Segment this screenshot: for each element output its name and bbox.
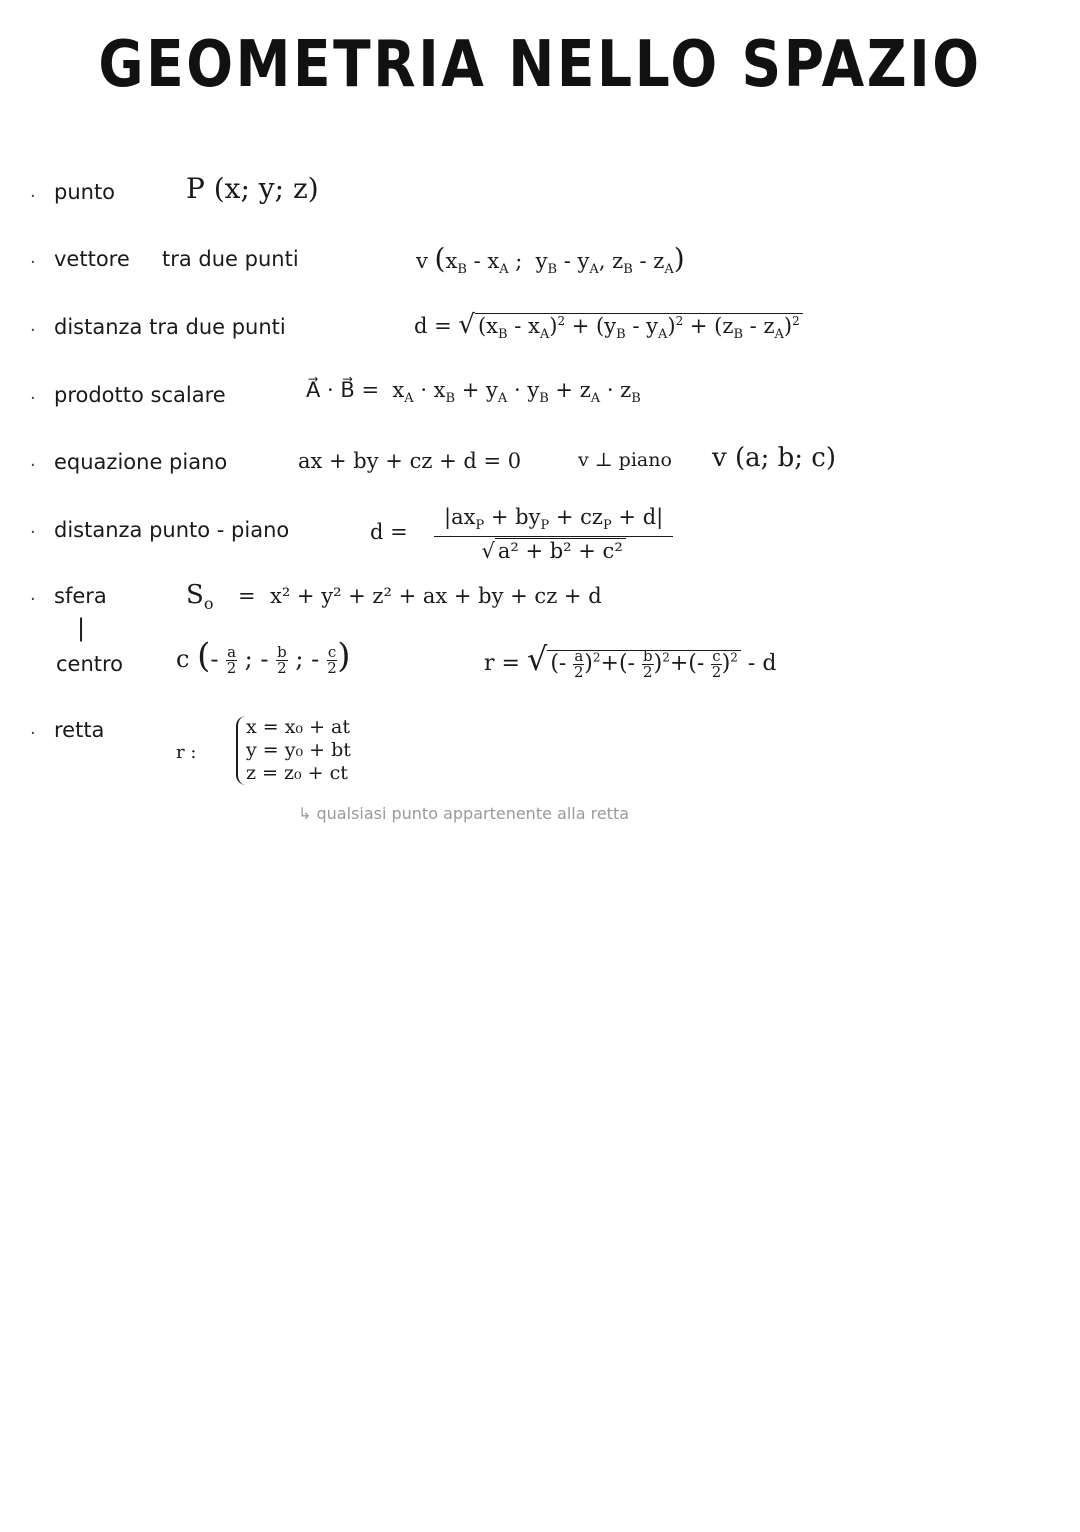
bullet: · (30, 723, 36, 744)
perp-piano: v ⊥ piano (578, 449, 672, 471)
label-distanza: distanza tra due punti (54, 315, 286, 339)
label-vettore: vettore (54, 247, 130, 271)
bullet: · (30, 589, 36, 610)
label-punto: punto (54, 180, 116, 204)
bullet: · (30, 252, 36, 273)
connector-line: | (77, 614, 86, 642)
formula-prodotto: A⃗ · B⃗ = $x_A \cdot x_B + y_A \cdot y_B + z_A \cdot z_B$ (306, 378, 641, 407)
formula-distanza: d = √ $(x_B - x_A)^2 + (y_B - y_A)^2 + (z_B - z_A)^2$ (414, 310, 803, 342)
formula-centro: c (- $\frac{a}{2}$ ; - $\frac{b}{2}$ ; - $\frac{c}{2}$ ) (176, 636, 351, 677)
formula-raggio: r = √ (- $\frac{a}{2}$ )$^2$+(- $\frac{b}{2}$ )$^2$+(- $\frac{c}{2}$ )$^2$ - d (484, 640, 777, 681)
formula-piano: ax + by + cz + d = 0 (298, 449, 522, 473)
label-equazione: equazione piano (54, 450, 228, 474)
equals: = (238, 584, 256, 608)
label-prodotto: prodotto scalare (54, 383, 226, 407)
formula-punto: P (x; y; z) (186, 172, 319, 205)
bullet: · (30, 388, 36, 409)
retta-eq-x: x = x₀ + at (246, 716, 351, 738)
formula-distanza-piano: $\frac{|ax_P + by_P + cz_P + d|}{\text{√ a² + b² + c²}}$ (434, 505, 673, 563)
page-title: GEOMETRIA NELLO SPAZIO (98, 28, 982, 102)
label-vettore-sub: tra due punti (162, 247, 299, 271)
retta-system (236, 716, 351, 785)
sfera-symbol: $S_o$ (186, 580, 214, 614)
label-retta: retta (54, 718, 105, 742)
denominator: a² + b² + c² (495, 538, 626, 563)
label-distanza-piano: distanza punto - piano (54, 518, 290, 542)
formula-sfera: x² + y² + z² + ax + by + cz + d (270, 584, 602, 608)
retta-name: r : (176, 742, 197, 763)
bullet: · (30, 320, 36, 341)
retta-note: ↳ qualsiasi punto appartenente alla retta (298, 804, 630, 823)
normal-vector: v (a; b; c) (712, 443, 836, 473)
formula-vettore: v ($x_B - x_A$ ; $y_B - y_A$, $z_B - z_A$) (416, 242, 685, 278)
retta-eq-z: z = z₀ + ct (246, 762, 348, 784)
bullet: · (30, 455, 36, 476)
label-centro: centro (56, 652, 124, 676)
d-equals: d = (370, 520, 408, 544)
retta-eq-y: y = y₀ + bt (246, 739, 351, 761)
bullet: · (30, 522, 36, 543)
label-sfera: sfera (54, 584, 107, 608)
bullet: · (30, 186, 36, 207)
